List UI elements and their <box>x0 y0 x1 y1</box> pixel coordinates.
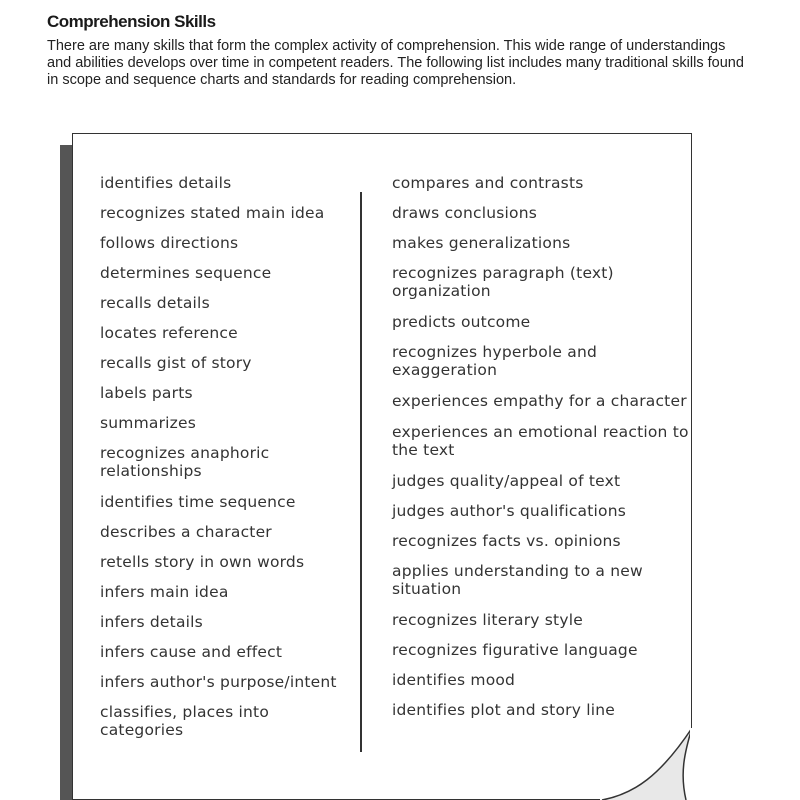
page-curl-icon <box>600 720 696 800</box>
list-item: experiences an emotional reaction to the text <box>392 423 689 459</box>
list-item: recognizes stated main idea <box>100 204 325 222</box>
list-item: identifies time sequence <box>100 493 296 511</box>
intro-paragraph: There are many skills that form the complex activity of comprehension. This wide range of understandings and abilities develops over time in competent readers. The following list includes many traditional skills found in scope and sequence charts and standards for reading comprehension. <box>47 38 744 88</box>
list-item: recognizes figurative language <box>392 641 638 659</box>
list-item: predicts outcome <box>392 313 531 331</box>
list-item: follows directions <box>100 234 239 252</box>
list-item: experiences empathy for a character <box>392 392 687 410</box>
list-item: infers author's purpose/intent <box>100 673 337 691</box>
list-item: recalls gist of story <box>100 354 252 372</box>
list-item: recognizes anaphoric relationships <box>100 444 270 480</box>
page-heading: Comprehension Skills <box>47 12 216 31</box>
list-item: describes a character <box>100 523 272 541</box>
list-item: summarizes <box>100 414 197 432</box>
list-item: applies understanding to a new situation <box>392 562 643 598</box>
list-item: infers details <box>100 613 203 631</box>
list-item: makes generalizations <box>392 234 571 252</box>
skills-list-left <box>100 174 355 752</box>
list-item: determines sequence <box>100 264 272 282</box>
list-item: recognizes literary style <box>392 611 583 629</box>
list-item: locates reference <box>100 324 238 342</box>
list-item: draws conclusions <box>392 204 538 222</box>
list-item: recalls details <box>100 294 210 312</box>
list-item: judges quality/appeal of text <box>392 472 621 490</box>
list-item: classifies, places into categories <box>100 703 270 739</box>
list-item: recognizes paragraph (text) organization <box>392 264 614 300</box>
list-item: identifies mood <box>392 671 516 689</box>
column-divider <box>360 192 362 752</box>
list-item: compares and contrasts <box>392 174 584 192</box>
list-item: identifies details <box>100 174 232 192</box>
list-item: recognizes hyperbole and exaggeration <box>392 343 598 379</box>
list-item: infers cause and effect <box>100 643 283 661</box>
list-item: labels parts <box>100 384 193 402</box>
skills-list-right <box>392 174 692 731</box>
list-item: retells story in own words <box>100 553 305 571</box>
list-item: identifies plot and story line <box>392 701 615 719</box>
list-item: judges author's qualifications <box>392 502 627 520</box>
list-item: infers main idea <box>100 583 229 601</box>
list-item: recognizes facts vs. opinions <box>392 532 621 550</box>
